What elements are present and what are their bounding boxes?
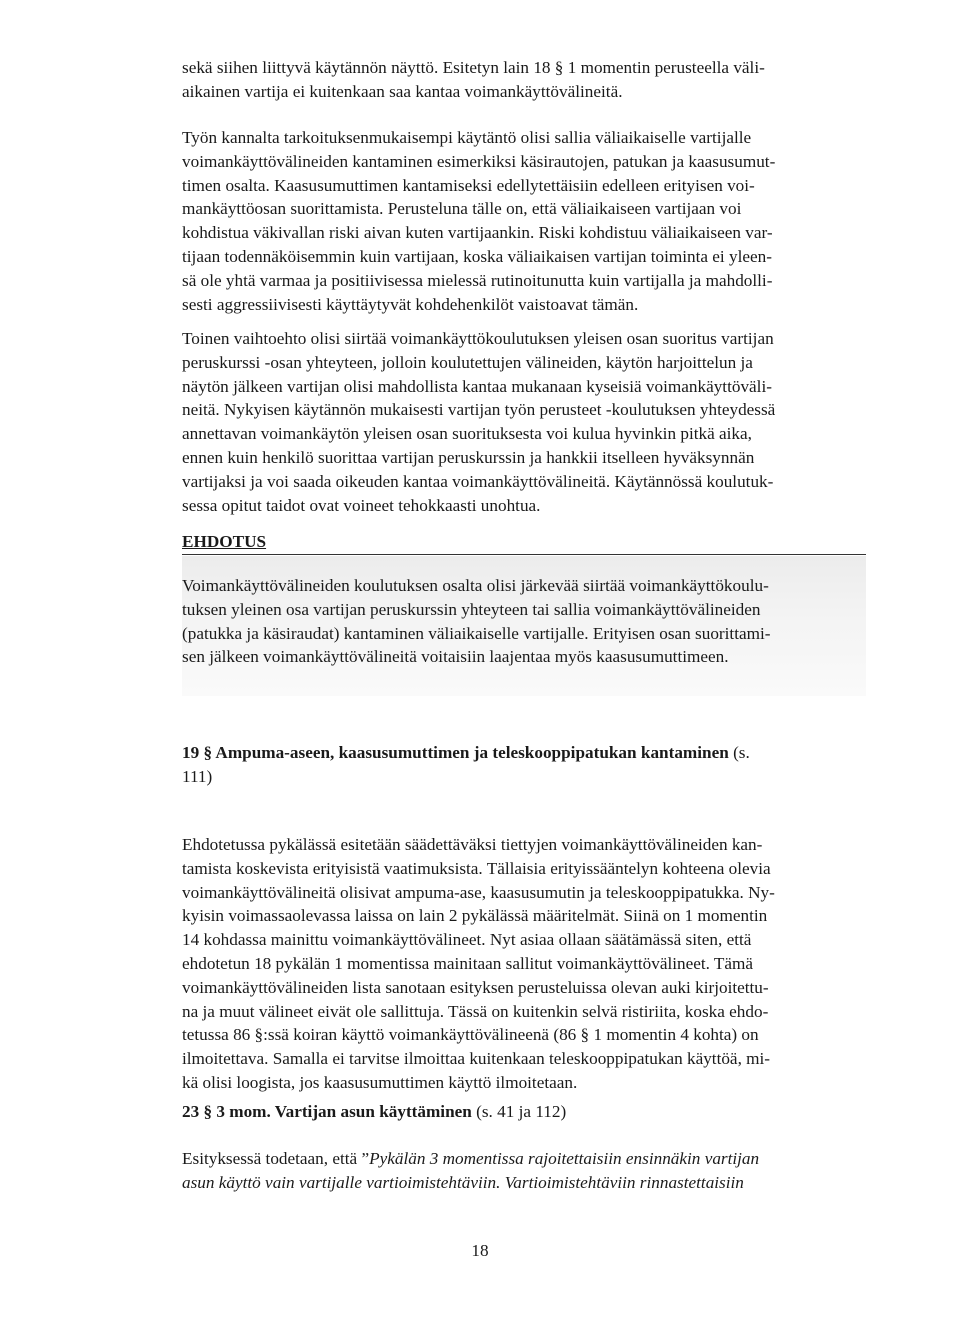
text-line: sekä siihen liittyvä käytännön näyttö. Esitetyn lain 18 § 1 momentin perusteella väli- (182, 58, 765, 77)
text-line: kä olisi loogista, jos kaasusumuttimen käyttö ilmoitetaan. (182, 1072, 578, 1092)
text-line: kyisin voimassaolevassa laissa on lain 2 pykälässä määritelmät. Siinä on 1 momentin (182, 906, 768, 926)
section-19-ref-b: 111) (182, 766, 213, 786)
text-line: Toinen vaihtoehto olisi siirtää voimankäyttökoulutuksen yleisen osan suoritus vartijan (182, 329, 774, 348)
text-line: neitä. Nykyisen käytännön mukaisesti vartijan työn perusteet -koulutuksen yhteydessä (182, 400, 776, 420)
text-plain: Esityksessä todetaan, että ” (182, 1149, 370, 1168)
paragraph-work-practice (182, 126, 867, 316)
text-line: sessa opitut taidot ovat voineet tehokkaasti unohtua. (182, 495, 541, 515)
text-line (182, 1100, 867, 1124)
text-line (182, 1171, 867, 1195)
text-line: Työn kannalta tarkoituksenmukaisempi käytäntö olisi sallia väliaikaiselle vartijalle (182, 128, 752, 147)
text-line: voimankäyttövälineiden lista sanotaan esityksen perusteluissa olevan auki kirjoitettu- (182, 977, 769, 997)
section-23-title: 23 § 3 mom. Vartijan asun käyttäminen (182, 1102, 472, 1121)
section-19-title: 19 § Ampuma-aseen, kaasusumuttimen ja teleskooppipatukan kantaminen (182, 743, 729, 762)
paragraph-alternative (182, 327, 867, 517)
section-23-heading (182, 1100, 867, 1124)
text-line: näytön jälkeen vartijan olisi mahdollista kantaa mukanaan kyseisiä voimankäyttöväli- (182, 376, 772, 396)
section-23-ref: (s. 41 ja 112) (476, 1102, 567, 1121)
text-line: voimankäyttövälineitä olisivat ampuma-ase, kaasusumutin ja teleskooppipatukka. Ny- (182, 882, 775, 902)
text-line: mankäyttöosan suorittamista. Perusteluna tälle on, että väliaikaiseen vartijaan voi (182, 199, 742, 219)
text-line: aikainen vartija ei kuitenkaan saa kantaa voimankäyttövälineitä. (182, 81, 623, 101)
ehdotus-divider (182, 554, 866, 555)
text-line: (patukka ja käsiraudat) kantaminen väliaikaiselle vartijalle. Erityisen osan suorittami- (182, 623, 771, 643)
text-line: voimankäyttövälineiden kantaminen esimerkiksi käsirautojen, patukan ja kaasusumut- (182, 151, 776, 171)
paragraph-intro (182, 56, 867, 104)
text-line: sesti aggressiivisesti käyttäytyvät kohdehenkilöt vaistoavat tämän. (182, 294, 639, 314)
text-line: ilmoitettava. Samalla ei tarvitse ilmoittaa kuitenkaan teleskooppipatukan käyttöä, mi- (182, 1049, 771, 1069)
text-line (182, 1147, 867, 1171)
text-line: annettavan voimankäytön yleisen osan suorituksesta voi kulua hyvinkin pitkä aika, (182, 424, 752, 444)
text-line (182, 741, 867, 765)
text-line: Voimankäyttövälineiden koulutuksen osalta olisi järkevää siirtää voimankäyttökoulu- (182, 576, 769, 595)
text-line: ehdotetun 18 pykälän 1 momentissa mainitaan sallitut voimankäyttövälineet. Tämä (182, 953, 754, 973)
text-italic-quote: asun käyttö vain vartijalle vartioimistehtäviin. Vartioimistehtäviin rinnastettaisiin (182, 1172, 744, 1192)
text-line: kohdistua väkivallan riski aivan kuten vartijaankin. Riski kohdistuu väliaikaiseen var- (182, 223, 773, 243)
text-line: tamista koskevista erityisistä vaatimuksista. Tällaisia erityissääntelyn kohteena olevia (182, 858, 771, 878)
text-italic-quote: Pykälän 3 momentissa rajoitettaisiin ensinnäkin vartijan (369, 1149, 760, 1168)
text-line: ennen kuin henkilö suorittaa vartijan peruskurssin ja hankkii itselleen hyväksynnän (182, 447, 755, 467)
page-number: 18 (471, 1241, 489, 1260)
text-line: vartijaksi ja voi saada oikeuden kantaa voimankäyttövälineitä. Käytännössä koulutuk- (182, 471, 774, 491)
text-line: peruskurssi -osan yhteyteen, jolloin koulutettujen välineiden, käytön harjoittelun ja (182, 352, 753, 372)
text-line: tuksen yleinen osa vartijan peruskurssin yhteyteen tai sallia voimankäyttövälineiden (182, 599, 761, 619)
text-line: Ehdotetussa pykälässä esitetään säädettäväksi tiettyjen voimankäyttövälineiden kan- (182, 835, 763, 854)
text-line: na ja muut välineet eivät ole sallittuja. Tässä on kuitenkin selvä ristiriita, koska ehdo- (182, 1001, 769, 1021)
section-19-ref-a: (s. (733, 743, 750, 762)
section-19-heading (182, 741, 867, 789)
ehdotus-heading: EHDOTUS (182, 532, 267, 551)
paragraph-ehdotus (182, 574, 867, 669)
text-line: tetussa 86 §:ssä koiran käyttö voimankäyttövälineenä (86 § 1 momentin 4 kohta) on (182, 1025, 759, 1045)
paragraph-section-19 (182, 833, 867, 1095)
text-line: tijaan todennäköisemmin kuin vartijaan, koska väliaikaisen vartijan toiminta ei yleen- (182, 246, 772, 266)
paragraph-section-23 (182, 1147, 867, 1195)
text-line: sä ole yhtä varmaa ja positiivisessa mielessä rutinoitunutta kuin vartijalla ja mahdolli- (182, 270, 773, 290)
text-line: sen jälkeen voimankäyttövälineitä voitaisiin laajentaa myös kaasusumuttimeen. (182, 647, 729, 667)
text-line: timen osalta. Kaasusumuttimen kantamiseksi edellytettäisiin edelleen erityisen voi- (182, 175, 755, 195)
text-line: 14 kohdassa mainittu voimankäyttövälineet. Nyt asiaa ollaan säätämässä siten, että (182, 930, 752, 950)
